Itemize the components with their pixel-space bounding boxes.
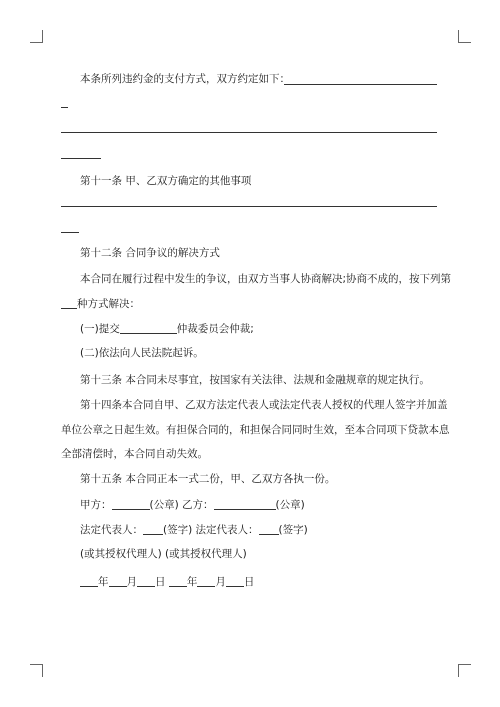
blank-line [61, 132, 437, 133]
article-15: 第十五条 本合同正本一式二份，甲、乙双方各执一份。 [80, 473, 336, 485]
article-14-line3: 全部清偿时，本合同自动失效。 [61, 448, 208, 460]
party-seal-line: 甲方： (公章) 乙方： (公章) [80, 499, 305, 511]
dispute-paragraph-line2: 种方式解决： [61, 297, 140, 311]
article-14-line1: 第十四条本合同自甲、乙双方法定代表人或法定代表人授权的代理人签字并加盖 [80, 399, 448, 411]
blank-line [61, 232, 79, 233]
blank-line [61, 107, 68, 108]
arbitration-committee-blank [120, 322, 177, 334]
article-13: 第十三条 本合同未尽事宜，按国家有关法律、法规和金融规章的规定执行。 [80, 374, 430, 386]
rep-a-blank [143, 523, 163, 535]
crop-mark-top-right [458, 30, 471, 43]
legal-rep-line: 法定代表人： (签字) 法定代表人： (签字) [80, 524, 308, 536]
party-a-blank [112, 498, 150, 510]
dispute-paragraph-line1: 本合同在履行过程中发生的争议，由双方当事人协商解决;协商不成的，按下列第 [80, 273, 452, 285]
penalty-payment-line: 本条所列违约金的支付方式，双方约定如下： [80, 73, 290, 85]
blank-line [61, 158, 101, 159]
court-option: (二)依法向人民法院起诉。 [80, 347, 204, 359]
article-11-heading: 第十一条 甲、乙双方确定的其他事项 [80, 175, 252, 187]
rep-b-blank [259, 523, 279, 535]
crop-mark-bottom-left [30, 664, 43, 677]
article-12-heading: 第十二条 合同争议的解决方式 [80, 247, 220, 259]
party-b-blank [214, 498, 276, 510]
blank-line [284, 84, 437, 85]
crop-mark-top-left [30, 30, 43, 43]
crop-mark-bottom-right [458, 664, 471, 677]
arbitration-option: (一)提交 仲裁委员会仲裁; [80, 323, 254, 335]
option-blank [61, 297, 77, 309]
blank-line [61, 206, 437, 207]
article-14-line2: 单位公章之日起生效。有担保合同的，和担保合同同时生效，至本合同项下贷款本息 [61, 424, 450, 436]
date-line: 年 月 日 年 月 日 [80, 575, 254, 589]
authorized-agent-line: (或其授权代理人) (或其授权代理人) [80, 548, 247, 560]
